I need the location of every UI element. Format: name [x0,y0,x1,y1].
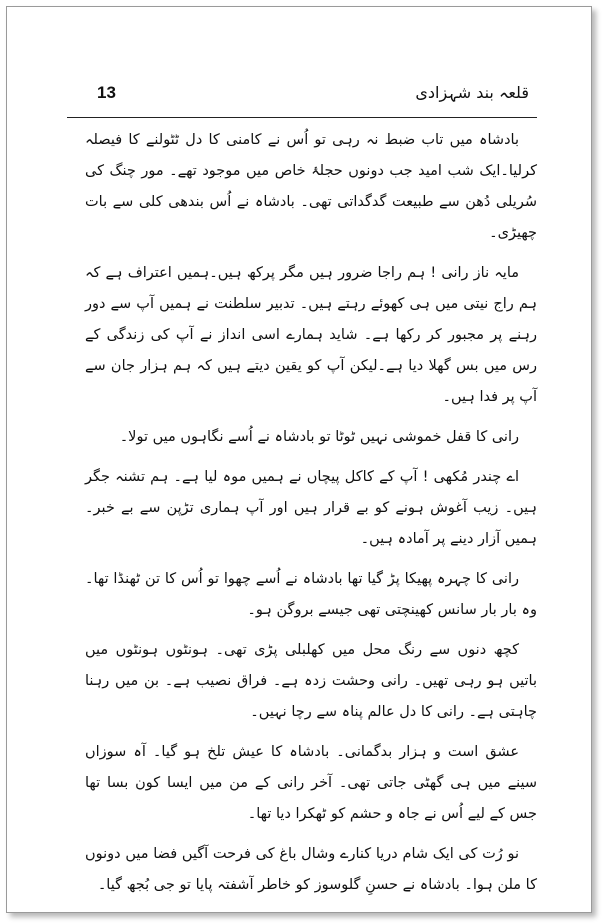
book-title: قلعہ بند شہزادی [415,83,529,102]
book-page [6,6,592,913]
paragraph: عشق است و ہزار بدگمانی۔ بادشاہ کا عیش تلخ ہو گیا۔ آہ سوزاں سینے میں ہی گھٹی جاتی تھی۔ آخر رانی کے من میں ایسا کون بسا تھا جس کے لیے اُس نے جاہ و حشم کو ٹھکرا دیا تھا۔ [85,744,537,822]
paragraph: بادشاہ میں تاب ضبط نہ رہی تو اُس نے کامنی کا دل ٹٹولنے کا فیصلہ کرلیا۔ایک شب امید جب دونوں حجلۂ خاص میں موجود تھے۔ مور چنگ کی سُریلی دُھن سے طبیعت گدگداتی تھی۔ بادشاہ نے اُس بندھی کلی سے بات چھیڑی۔ [85,132,537,241]
paragraph: اے چندر مُکھی ! آپ کے کاکل پیچاں نے ہمیں موہ لیا ہے۔ ہم تشنہ جگر ہیں۔ زیب آغوش ہونے کو بے قرار ہیں اور آپ ہماری تڑپن سے بے خبر۔ہمیں آزار دینے پر آمادہ ہیں۔ [85,469,537,547]
paragraph: رانی کا چہرہ پھیکا پڑ گیا تھا بادشاہ نے اُسے چھوا تو اُس کا تن ٹھنڈا تھا۔ وہ بار بار سانس کھینچتی تھی جیسے بروگن ہو۔ [85,571,537,618]
paragraph: کچھ دنوں سے رنگ محل میں کھلبلی پڑی تھی۔ ہونٹوں ہونٹوں میں باتیں ہو رہی تھیں۔ رانی وحشت زدہ ہے۔ فراق نصیب ہے۔ بن میں رہنا چاہتی ہے۔ رانی کا دل عالم پناہ سے رچا نہیں۔ [85,642,537,720]
page-number: 13 [97,83,116,102]
paragraph: نو رُت کی ایک شام دریا کنارے وشال باغ کی فرحت آگیں فضا میں دونوں کا ملن ہوا۔ بادشاہ نے حسنِ گلوسوز کو خاطر آشفتہ پایا تو جی بُجھ گیا۔ [85,846,537,893]
paragraph: مایہ ناز رانی ! ہم راجا ضرور ہیں مگر پرکھ ہیں۔ہمیں اعتراف ہے کہ ہم راج نیتی میں ہی کھوئے رہتے ہیں۔ تدبیر سلطنت نے ہمیں آپ سے دور رہنے پر مجبور کر رکھا ہے۔ شاید ہمارے اسی انداز نے آپ کی زندگی کے رس میں بس گھلا دیا ہے۔لیکن آپ کو یقین دیتے ہیں کہ ہم ہزار جان سے آپ پر فدا ہیں۔ [85,265,537,405]
page-body [85,125,537,910]
page-header [67,77,537,118]
paragraph: رانی کا قفل خموشی نہیں ٹوٹا تو بادشاہ نے اُسے نگاہوں میں تولا۔ [119,429,519,445]
